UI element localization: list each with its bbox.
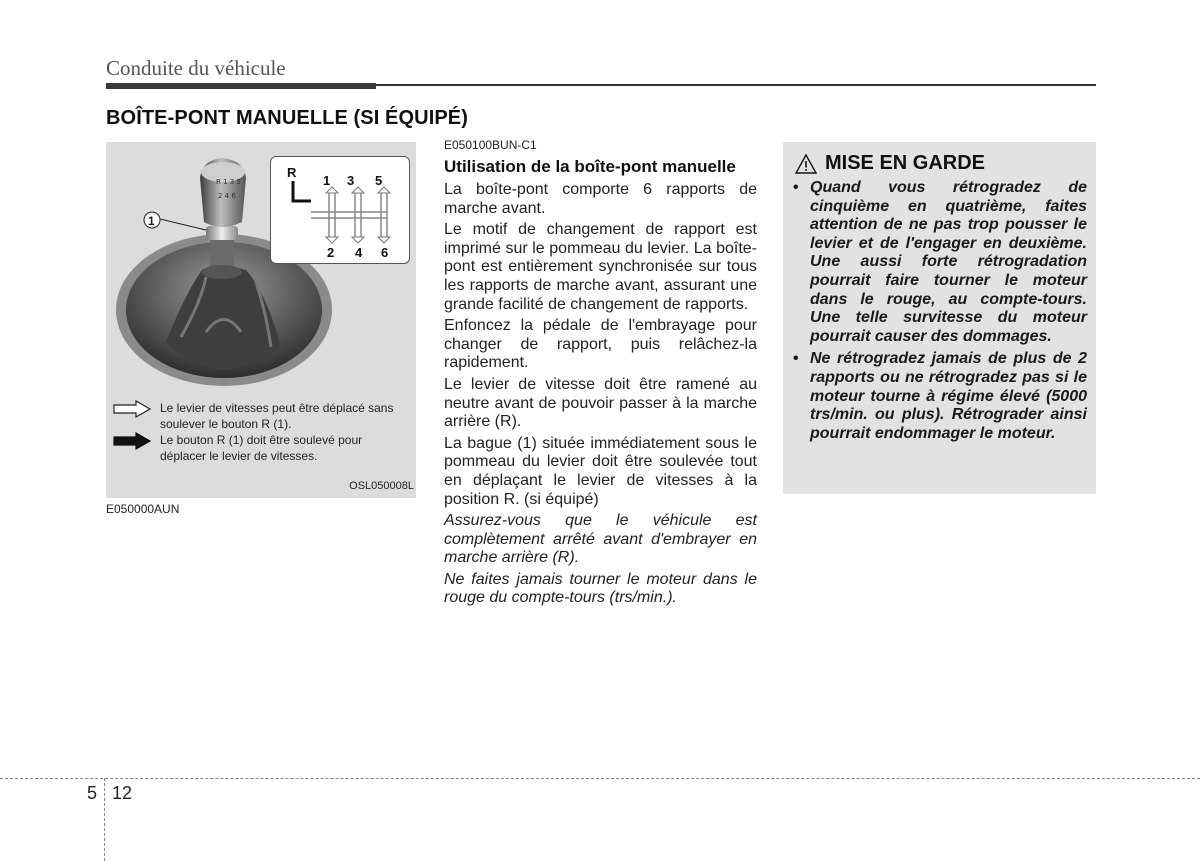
footer-divider <box>104 778 105 861</box>
warning-item-text: Quand vous rétrogradez de cinquième en quatrième, faites attention de ne pas trop pousser le levier et de l'engager en deuxième. Une aussi forte rétrogradation pourrait faire tourner le moteur dans le rouge, au compte-tours. Une telle survitesse du moteur pourrait causer des dommages. <box>810 179 1087 345</box>
note-paragraph: Assurez-vous que le véhicule est complètement arrêté avant d'embrayer en marche arrière (R). <box>444 512 757 567</box>
gear-label-5: 5 <box>375 173 383 188</box>
subsection-code: E050100BUN-C1 <box>444 138 537 152</box>
outline-arrow-icon <box>112 400 152 418</box>
gear-label-3: 3 <box>347 173 355 188</box>
gear-label-4: 4 <box>355 245 363 260</box>
legend-text: Le bouton R (1) doit être soulevé pour déplacer le levier de vitesses. <box>160 433 363 463</box>
gear-shift-figure <box>106 142 416 498</box>
paragraph: La bague (1) située immédiatement sous le pommeau du levier doit être soulevée tout en déplaçant le levier de vitesses à la position R. (si équipé) <box>444 434 757 508</box>
main-text-column <box>444 138 757 611</box>
warning-header <box>793 152 1087 175</box>
legend-row-outline <box>112 400 410 432</box>
shift-pattern-graphic <box>271 157 411 265</box>
warning-box <box>783 142 1096 494</box>
subsection-title: Utilisation de la boîte-pont manuelle <box>444 157 736 176</box>
legend-row-solid <box>112 432 410 464</box>
gear-label-1: 1 <box>323 173 331 188</box>
gear-label-r: R <box>287 165 297 180</box>
bullet-icon: • <box>793 179 799 196</box>
chapter-number: 5 <box>87 783 98 803</box>
section-code: E050000AUN <box>106 502 180 516</box>
solid-arrow-icon <box>112 432 152 450</box>
warning-item-text: Ne rétrogradez jamais de plus de 2 rapports ou ne rétrogradez pas si le moteur tourne à régime élevé (5000 trs/min. ou plus). Rétrograder ainsi pourrait endommager le moteur. <box>810 350 1087 442</box>
warning-item <box>793 350 1087 443</box>
section-title: BOÎTE-PONT MANUELLE (SI ÉQUIPÉ) <box>106 107 468 129</box>
gear-label-6: 6 <box>381 245 389 260</box>
note-paragraph: Ne faites jamais tourner le moteur dans le rouge du compte-tours (trs/min.). <box>444 570 757 607</box>
warning-triangle-icon <box>795 154 817 174</box>
warning-item <box>793 179 1087 346</box>
paragraph: La boîte-pont comporte 6 rapports de marche avant. <box>444 181 757 217</box>
warning-title: MISE EN GARDE <box>825 152 986 174</box>
svg-text:R 1 3 5: R 1 3 5 <box>216 178 241 186</box>
bullet-icon: • <box>793 350 799 368</box>
shift-pattern-diagram <box>270 156 410 264</box>
chapter-title: Conduite du véhicule <box>106 56 286 80</box>
page-number: 12 <box>112 783 133 803</box>
paragraph: Le motif de changement de rapport est imprimé sur le pommeau du levier. La boîte-pont est entièrement synchronisée sur tous les rapports de marche avant, assurant une grande facilité de changement de rapports. <box>444 221 757 313</box>
callout-label: 1 <box>148 214 155 228</box>
paragraph: Le levier de vitesse doit être ramené au neutre avant de pouvoir passer à la marche arrière (R). <box>444 375 757 431</box>
figure-code: OSL050008L <box>349 480 414 492</box>
legend-text: Le levier de vitesses peut être déplacé sans soulever le bouton R (1). <box>160 401 394 431</box>
header-rule-accent <box>106 83 376 89</box>
svg-text:2 4 6: 2 4 6 <box>218 192 236 200</box>
gear-label-2: 2 <box>327 245 335 260</box>
paragraph: Enfoncez la pédale de l'embrayage pour changer de rapport, puis relâchez-la rapidement. <box>444 317 757 372</box>
footer-rule <box>0 778 1200 779</box>
